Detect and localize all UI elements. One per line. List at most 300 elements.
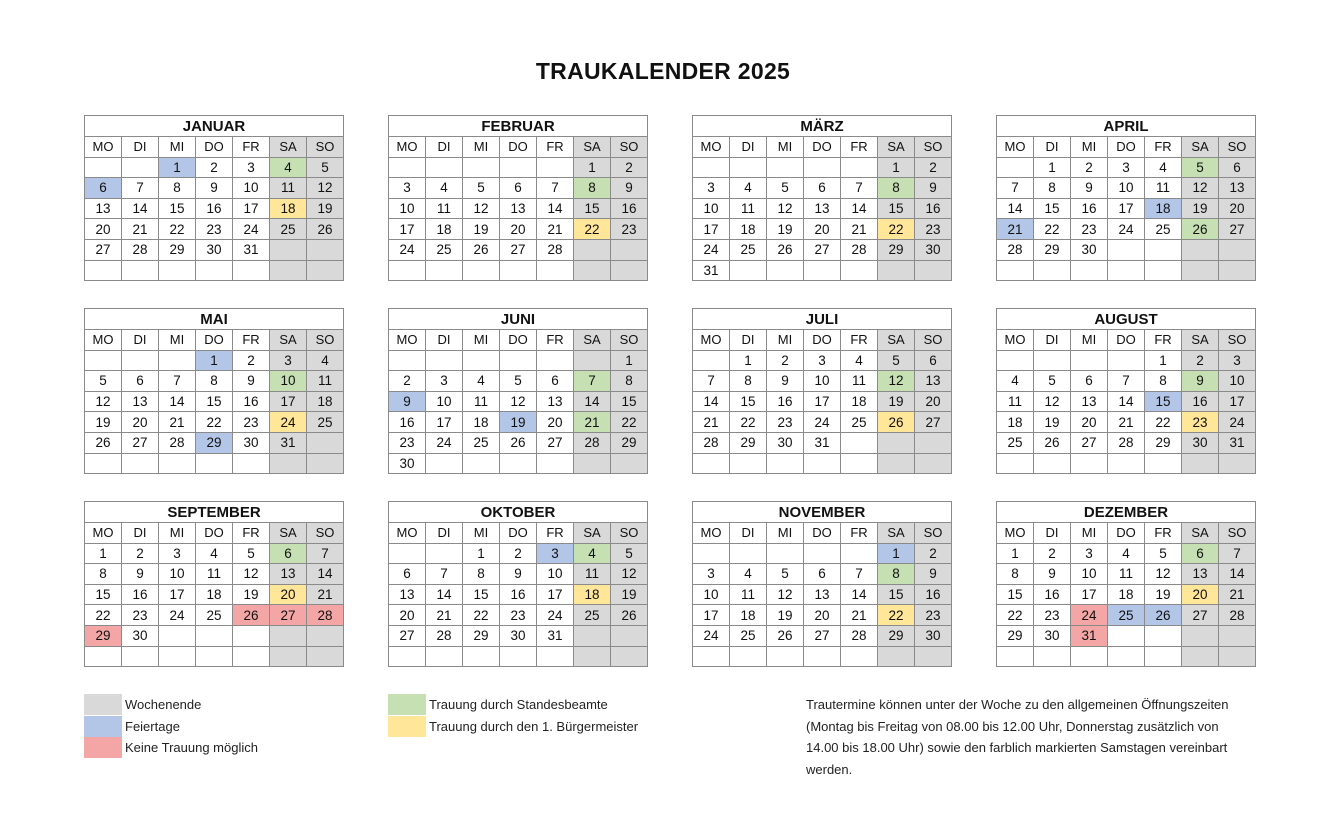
empty-cell: [1108, 350, 1145, 371]
weekday-header: MO: [997, 523, 1034, 544]
day-cell: 17: [1108, 198, 1145, 219]
day-cell: 13: [804, 198, 841, 219]
weekday-header: SA: [270, 523, 307, 544]
day-cell: 12: [500, 391, 537, 412]
month-name: DEZEMBER: [997, 502, 1256, 523]
day-cell: 22: [878, 605, 915, 626]
day-cell: 30: [1182, 432, 1219, 453]
day-cell: 10: [233, 178, 270, 199]
weekday-header: MI: [767, 330, 804, 351]
weekday-header: MO: [389, 523, 426, 544]
weekday-header: DI: [730, 523, 767, 544]
empty-cell: [389, 543, 426, 564]
month-dezember: [996, 501, 1256, 667]
empty-cell: [997, 350, 1034, 371]
empty-cell: [1108, 453, 1145, 474]
weekday-header: MO: [85, 137, 122, 158]
day-cell: 9: [915, 564, 952, 585]
empty-cell: [804, 260, 841, 281]
day-cell: 19: [233, 584, 270, 605]
day-cell: 25: [997, 432, 1034, 453]
empty-cell: [693, 453, 730, 474]
day-cell: 24: [270, 412, 307, 433]
month-juni: [388, 308, 648, 474]
weekday-header: DO: [804, 523, 841, 544]
weekday-header: MI: [1071, 523, 1108, 544]
day-cell: 4: [841, 350, 878, 371]
day-cell: 5: [1182, 157, 1219, 178]
day-cell: 26: [85, 432, 122, 453]
day-cell: 20: [85, 219, 122, 240]
empty-cell: [693, 157, 730, 178]
empty-cell: [122, 260, 159, 281]
weekday-header: SA: [574, 523, 611, 544]
day-cell: 17: [693, 219, 730, 240]
day-cell: 1: [878, 157, 915, 178]
empty-cell: [804, 453, 841, 474]
empty-cell: [159, 453, 196, 474]
empty-cell: [611, 646, 648, 667]
empty-cell: [1219, 260, 1256, 281]
day-cell: 28: [426, 625, 463, 646]
day-cell: 27: [1182, 605, 1219, 626]
empty-cell: [122, 646, 159, 667]
day-cell: 24: [389, 239, 426, 260]
empty-cell: [537, 260, 574, 281]
day-cell: 9: [767, 371, 804, 392]
day-cell: 10: [389, 198, 426, 219]
weekday-header: DI: [730, 330, 767, 351]
day-cell: 19: [1034, 412, 1071, 433]
day-cell: 11: [270, 178, 307, 199]
empty-cell: [1219, 646, 1256, 667]
weekday-header: FR: [537, 330, 574, 351]
day-cell: 29: [1034, 239, 1071, 260]
day-cell: 10: [159, 564, 196, 585]
day-cell: 24: [1071, 605, 1108, 626]
weekday-header: SO: [1219, 137, 1256, 158]
day-cell: 6: [270, 543, 307, 564]
day-cell: 20: [500, 219, 537, 240]
empty-cell: [426, 543, 463, 564]
empty-cell: [1145, 625, 1182, 646]
day-cell: 4: [307, 350, 344, 371]
day-cell: 12: [611, 564, 648, 585]
legend-weekend-label: Wochenende: [125, 697, 202, 713]
day-cell: 17: [1071, 584, 1108, 605]
day-cell: 8: [878, 178, 915, 199]
empty-cell: [841, 453, 878, 474]
day-cell: 24: [1108, 219, 1145, 240]
weekday-header: FR: [1145, 330, 1182, 351]
empty-cell: [500, 260, 537, 281]
month-name: OKTOBER: [389, 502, 648, 523]
day-cell: 1: [196, 350, 233, 371]
empty-cell: [1034, 453, 1071, 474]
weekday-header: FR: [233, 523, 270, 544]
day-cell: 7: [122, 178, 159, 199]
day-cell: 11: [1145, 178, 1182, 199]
month-juli: [692, 308, 952, 474]
empty-cell: [196, 260, 233, 281]
weekday-header: MO: [693, 523, 730, 544]
legend-registrar-label: Trauung durch Standesbeamte: [429, 697, 608, 713]
day-cell: 21: [426, 605, 463, 626]
legend-mayor: [388, 716, 638, 738]
empty-cell: [878, 646, 915, 667]
day-cell: 25: [841, 412, 878, 433]
day-cell: 14: [841, 198, 878, 219]
weekday-header: DI: [1034, 137, 1071, 158]
day-cell: 14: [841, 584, 878, 605]
day-cell: 25: [574, 605, 611, 626]
empty-cell: [915, 453, 952, 474]
weekday-header: SA: [270, 137, 307, 158]
mayor-swatch: [388, 716, 426, 737]
legend-mayor-label: Trauung durch den 1. Bürgermeister: [429, 718, 639, 734]
empty-cell: [1182, 625, 1219, 646]
empty-cell: [537, 157, 574, 178]
weekday-header: MI: [1071, 330, 1108, 351]
day-cell: 21: [159, 412, 196, 433]
weekday-header: DO: [1108, 523, 1145, 544]
day-cell: 27: [1219, 219, 1256, 240]
day-cell: 12: [1182, 178, 1219, 199]
empty-cell: [270, 646, 307, 667]
empty-cell: [233, 646, 270, 667]
empty-cell: [426, 350, 463, 371]
day-cell: 26: [1034, 432, 1071, 453]
empty-cell: [307, 646, 344, 667]
month-april: [996, 115, 1256, 281]
day-cell: 1: [1145, 350, 1182, 371]
month-name: AUGUST: [997, 309, 1256, 330]
day-cell: 16: [196, 198, 233, 219]
day-cell: 5: [307, 157, 344, 178]
day-cell: 3: [426, 371, 463, 392]
weekday-header: MO: [693, 330, 730, 351]
day-cell: 5: [233, 543, 270, 564]
empty-cell: [389, 157, 426, 178]
day-cell: 20: [1071, 412, 1108, 433]
empty-cell: [270, 239, 307, 260]
day-cell: 31: [804, 432, 841, 453]
day-cell: 9: [500, 564, 537, 585]
day-cell: 5: [85, 371, 122, 392]
day-cell: 10: [426, 391, 463, 412]
day-cell: 18: [307, 391, 344, 412]
day-cell: 22: [1145, 412, 1182, 433]
weekday-header: MO: [85, 330, 122, 351]
day-cell: 30: [1034, 625, 1071, 646]
day-cell: 30: [915, 239, 952, 260]
day-cell: 26: [233, 605, 270, 626]
empty-cell: [307, 625, 344, 646]
day-cell: 12: [85, 391, 122, 412]
day-cell: 29: [878, 239, 915, 260]
empty-cell: [804, 646, 841, 667]
day-cell: 16: [915, 584, 952, 605]
weekday-header: FR: [1145, 137, 1182, 158]
day-cell: 8: [574, 178, 611, 199]
weekday-header: DI: [122, 330, 159, 351]
month-oktober: [388, 501, 648, 667]
day-cell: 13: [122, 391, 159, 412]
day-cell: 27: [537, 432, 574, 453]
empty-cell: [233, 260, 270, 281]
weekday-header: SA: [1182, 137, 1219, 158]
day-cell: 22: [196, 412, 233, 433]
empty-cell: [233, 453, 270, 474]
day-cell: 30: [915, 625, 952, 646]
day-cell: 14: [1219, 564, 1256, 585]
day-cell: 9: [233, 371, 270, 392]
day-cell: 6: [804, 178, 841, 199]
empty-cell: [389, 646, 426, 667]
day-cell: 18: [574, 584, 611, 605]
day-cell: 27: [270, 605, 307, 626]
weekday-header: DO: [1108, 137, 1145, 158]
weekday-header: SA: [574, 137, 611, 158]
day-cell: 5: [878, 350, 915, 371]
empty-cell: [767, 543, 804, 564]
day-cell: 7: [841, 564, 878, 585]
day-cell: 6: [500, 178, 537, 199]
day-cell: 23: [1034, 605, 1071, 626]
day-cell: 8: [1145, 371, 1182, 392]
day-cell: 24: [537, 605, 574, 626]
day-cell: 23: [1182, 412, 1219, 433]
day-cell: 3: [1071, 543, 1108, 564]
weekday-header: MI: [463, 523, 500, 544]
day-cell: 1: [463, 543, 500, 564]
weekday-header: SO: [1219, 523, 1256, 544]
day-cell: 11: [463, 391, 500, 412]
day-cell: 29: [1145, 432, 1182, 453]
day-cell: 2: [500, 543, 537, 564]
weekday-header: DO: [804, 330, 841, 351]
day-cell: 15: [730, 391, 767, 412]
empty-cell: [389, 350, 426, 371]
empty-cell: [611, 625, 648, 646]
day-cell: 19: [767, 219, 804, 240]
day-cell: 10: [693, 198, 730, 219]
month-november: [692, 501, 952, 667]
empty-cell: [463, 260, 500, 281]
day-cell: 17: [426, 412, 463, 433]
day-cell: 16: [611, 198, 648, 219]
day-cell: 18: [1108, 584, 1145, 605]
day-cell: 10: [693, 584, 730, 605]
day-cell: 29: [196, 432, 233, 453]
day-cell: 11: [730, 584, 767, 605]
day-cell: 1: [159, 157, 196, 178]
empty-cell: [1108, 260, 1145, 281]
day-cell: 29: [997, 625, 1034, 646]
day-cell: 2: [1182, 350, 1219, 371]
empty-cell: [997, 260, 1034, 281]
day-cell: 10: [1219, 371, 1256, 392]
day-cell: 23: [1071, 219, 1108, 240]
day-cell: 23: [915, 219, 952, 240]
empty-cell: [1034, 646, 1071, 667]
day-cell: 26: [500, 432, 537, 453]
empty-cell: [500, 646, 537, 667]
day-cell: 12: [1034, 391, 1071, 412]
empty-cell: [878, 453, 915, 474]
weekday-header: MI: [463, 137, 500, 158]
empty-cell: [1071, 350, 1108, 371]
empty-cell: [915, 646, 952, 667]
day-cell: 11: [997, 391, 1034, 412]
legend-middle: [388, 694, 638, 737]
day-cell: 19: [878, 391, 915, 412]
day-cell: 19: [611, 584, 648, 605]
day-cell: 4: [270, 157, 307, 178]
day-cell: 16: [767, 391, 804, 412]
day-cell: 4: [730, 564, 767, 585]
day-cell: 3: [693, 564, 730, 585]
day-cell: 19: [307, 198, 344, 219]
day-cell: 4: [196, 543, 233, 564]
day-cell: 29: [85, 625, 122, 646]
day-cell: 9: [122, 564, 159, 585]
day-cell: 6: [804, 564, 841, 585]
weekday-header: FR: [537, 523, 574, 544]
legend-weekend: [84, 694, 258, 716]
weekday-header: FR: [841, 523, 878, 544]
day-cell: 23: [122, 605, 159, 626]
weekday-header: DI: [122, 137, 159, 158]
day-cell: 23: [196, 219, 233, 240]
day-cell: 5: [463, 178, 500, 199]
empty-cell: [1034, 350, 1071, 371]
day-cell: 7: [1219, 543, 1256, 564]
day-cell: 26: [307, 219, 344, 240]
day-cell: 28: [574, 432, 611, 453]
weekday-header: DI: [1034, 523, 1071, 544]
day-cell: 6: [1219, 157, 1256, 178]
day-cell: 7: [841, 178, 878, 199]
weekday-header: MO: [389, 137, 426, 158]
month-name: JULI: [693, 309, 952, 330]
empty-cell: [841, 157, 878, 178]
empty-cell: [426, 157, 463, 178]
day-cell: 31: [537, 625, 574, 646]
day-cell: 31: [233, 239, 270, 260]
day-cell: 20: [537, 412, 574, 433]
day-cell: 5: [500, 371, 537, 392]
weekday-header: DI: [426, 330, 463, 351]
day-cell: 7: [997, 178, 1034, 199]
day-cell: 15: [159, 198, 196, 219]
month-name: MAI: [85, 309, 344, 330]
weekday-header: FR: [841, 330, 878, 351]
day-cell: 8: [730, 371, 767, 392]
day-cell: 30: [122, 625, 159, 646]
day-cell: 6: [1071, 371, 1108, 392]
month-name: JANUAR: [85, 116, 344, 137]
day-cell: 7: [574, 371, 611, 392]
empty-cell: [611, 239, 648, 260]
empty-cell: [463, 350, 500, 371]
empty-cell: [693, 350, 730, 371]
day-cell: 10: [270, 371, 307, 392]
day-cell: 26: [463, 239, 500, 260]
empty-cell: [233, 625, 270, 646]
empty-cell: [1034, 260, 1071, 281]
day-cell: 22: [574, 219, 611, 240]
day-cell: 14: [693, 391, 730, 412]
day-cell: 13: [537, 391, 574, 412]
weekday-header: FR: [1145, 523, 1182, 544]
empty-cell: [307, 453, 344, 474]
day-cell: 3: [270, 350, 307, 371]
day-cell: 31: [1219, 432, 1256, 453]
day-cell: 21: [122, 219, 159, 240]
empty-cell: [500, 453, 537, 474]
empty-cell: [1071, 453, 1108, 474]
weekend-swatch: [84, 694, 122, 715]
legend-holiday-label: Feiertage: [125, 718, 180, 734]
empty-cell: [1108, 646, 1145, 667]
empty-cell: [389, 260, 426, 281]
day-cell: 22: [1034, 219, 1071, 240]
day-cell: 6: [915, 350, 952, 371]
day-cell: 22: [611, 412, 648, 433]
day-cell: 1: [85, 543, 122, 564]
day-cell: 20: [1219, 198, 1256, 219]
day-cell: 30: [196, 239, 233, 260]
day-cell: 6: [1182, 543, 1219, 564]
day-cell: 10: [1071, 564, 1108, 585]
legend-holiday: [84, 716, 258, 738]
day-cell: 26: [767, 239, 804, 260]
day-cell: 21: [841, 219, 878, 240]
legend-no-wedding: [84, 737, 258, 759]
weekday-header: FR: [233, 137, 270, 158]
empty-cell: [767, 453, 804, 474]
empty-cell: [997, 453, 1034, 474]
weekday-header: DI: [122, 523, 159, 544]
month-februar: [388, 115, 648, 281]
empty-cell: [804, 543, 841, 564]
day-cell: 16: [122, 584, 159, 605]
day-cell: 31: [270, 432, 307, 453]
weekday-header: DI: [1034, 330, 1071, 351]
weekday-header: MI: [159, 523, 196, 544]
month-name: SEPTEMBER: [85, 502, 344, 523]
empty-cell: [159, 646, 196, 667]
day-cell: 3: [1219, 350, 1256, 371]
empty-cell: [537, 453, 574, 474]
day-cell: 21: [574, 412, 611, 433]
weekday-header: DO: [804, 137, 841, 158]
day-cell: 30: [389, 453, 426, 474]
month-august: [996, 308, 1256, 474]
day-cell: 18: [426, 219, 463, 240]
day-cell: 13: [1219, 178, 1256, 199]
day-cell: 2: [1071, 157, 1108, 178]
empty-cell: [611, 453, 648, 474]
empty-cell: [1182, 453, 1219, 474]
weekday-header: SO: [307, 523, 344, 544]
day-cell: 17: [537, 584, 574, 605]
day-cell: 20: [1182, 584, 1219, 605]
weekday-header: DI: [730, 137, 767, 158]
weekday-header: MI: [463, 330, 500, 351]
day-cell: 28: [1219, 605, 1256, 626]
